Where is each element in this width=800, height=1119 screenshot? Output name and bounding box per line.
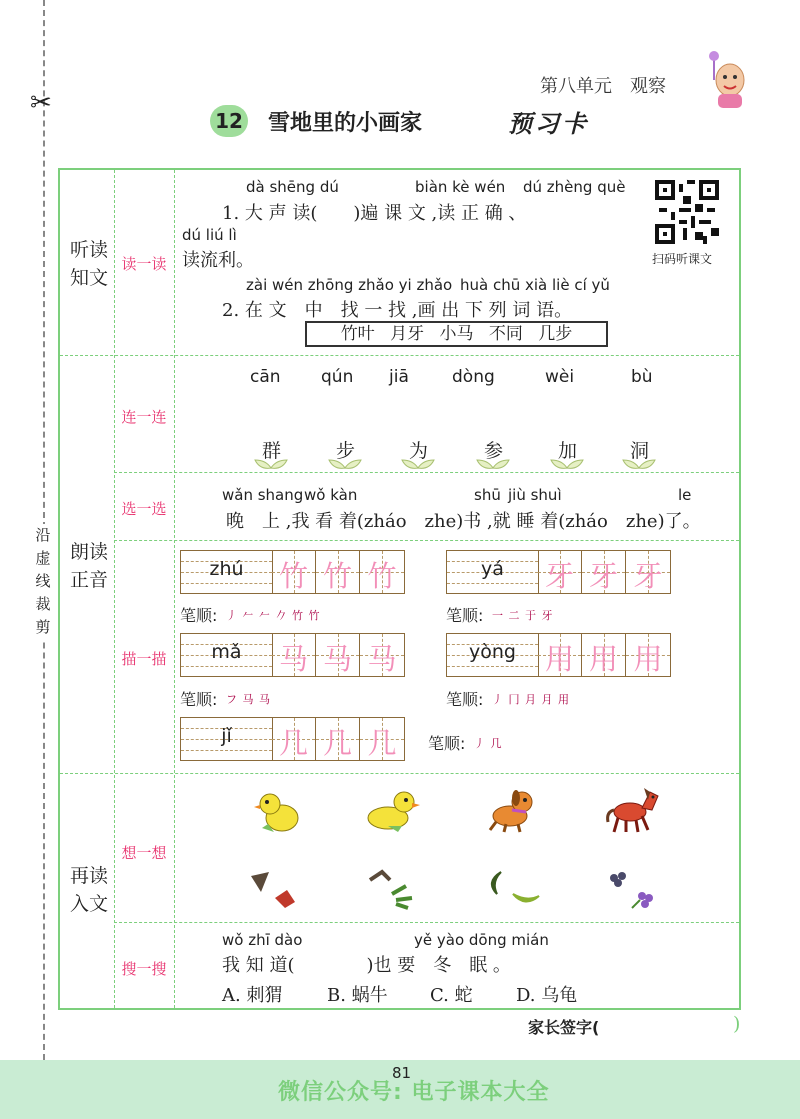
trace-cell[interactable] [582, 634, 626, 676]
trace-pinyin-cell [181, 718, 273, 760]
trace-box-ya [446, 550, 671, 594]
pinyin: yě yào dōng mián [414, 931, 549, 949]
lesson-title: 雪地里的小画家 [268, 110, 423, 136]
column-divider [174, 170, 175, 1008]
section-label-line: 入文 [69, 893, 108, 915]
stroke-label: 笔顺: [446, 690, 484, 709]
leaf-icon [401, 458, 435, 470]
sub-think: 想一想 [121, 844, 167, 862]
cut-note [30, 524, 56, 639]
qr-code-icon[interactable] [655, 180, 719, 244]
cut-note-char: 剪 [35, 618, 51, 636]
section-label-line: 再读 [69, 865, 108, 887]
trace-pinyin: mǎ [211, 641, 242, 663]
page-number: 81 [392, 1064, 412, 1082]
pinyin: wǒ kàn [304, 486, 358, 504]
word-box: 竹叶 月牙 小马 不同 几步 [305, 321, 608, 347]
question-1-text: 1. 大 声 读( )遍 课 文 ,读 正 确 、 [222, 203, 527, 224]
trace-cell[interactable] [538, 634, 582, 676]
question-1-text-cont: 读流利。 [182, 250, 254, 271]
pinyin: wǒ zhī dào [222, 931, 303, 949]
section-label-line: 正音 [69, 569, 108, 591]
trace-char: 竹 [278, 559, 308, 593]
trace-char: 牙 [544, 559, 574, 593]
card-label: 预习卡 [508, 110, 589, 138]
sub-link: 连一连 [121, 408, 167, 426]
trace-char: 用 [633, 642, 663, 676]
pinyin: le [678, 486, 692, 504]
sub-choose: 选一选 [121, 500, 167, 518]
cut-note-char: 线 [35, 572, 51, 590]
trace-cell[interactable] [316, 551, 360, 593]
duck-icon[interactable] [362, 788, 422, 836]
cut-note-char: 裁 [35, 595, 51, 613]
link-char[interactable]: 参 [484, 440, 504, 462]
trace-pinyin-cell [181, 634, 273, 676]
trace-pinyin: zhú [209, 558, 244, 580]
trace-cell[interactable] [626, 634, 670, 676]
crescent-print-icon[interactable] [362, 868, 420, 910]
qr-caption: 扫码听课文 [652, 252, 713, 266]
trace-char: 竹 [367, 559, 397, 593]
trace-cell[interactable] [582, 551, 626, 593]
trace-char: 用 [588, 642, 618, 676]
puppy-icon[interactable] [482, 786, 542, 834]
cut-note-char: 沿 [35, 526, 51, 544]
trace-char: 几 [278, 726, 308, 760]
trace-cell[interactable] [316, 634, 360, 676]
leaf-icon [550, 458, 584, 470]
pinyin: jiù shuì [508, 486, 562, 504]
link-char[interactable]: 群 [262, 440, 282, 462]
trace-char: 几 [367, 726, 397, 760]
stroke-sequence: 一 二 于 牙 [492, 609, 554, 622]
stroke-label: 笔顺: [180, 606, 218, 625]
trace-cell[interactable] [360, 551, 404, 593]
link-char[interactable]: 加 [558, 440, 578, 462]
pinyin: wǎn shang [222, 486, 304, 504]
section-label-line: 朗读 [69, 541, 108, 563]
pinyin: dú zhèng què [523, 178, 626, 196]
search-question[interactable]: 我 知 道( )也 要 冬 眠 。 [222, 955, 511, 976]
sub-trace: 描一描 [121, 650, 167, 668]
trace-box-zhu [180, 550, 405, 594]
trace-cell[interactable] [272, 718, 316, 760]
pony-icon[interactable] [604, 786, 664, 834]
trace-cell[interactable] [272, 634, 316, 676]
trace-pinyin: yòng [469, 641, 516, 663]
trace-char: 马 [278, 642, 308, 676]
link-char[interactable]: 为 [409, 440, 429, 462]
scissors-icon: ✂ [30, 88, 52, 118]
pinyin: shū [474, 486, 501, 504]
link-pinyin[interactable]: bù [631, 367, 653, 387]
trace-char: 马 [367, 642, 397, 676]
lesson-number: 12 [210, 105, 248, 137]
section-label-line: 知文 [69, 267, 108, 289]
trace-box-ma [180, 633, 405, 677]
trace-cell[interactable] [316, 718, 360, 760]
trace-pinyin-cell [447, 551, 539, 593]
leaf-icon [476, 458, 510, 470]
unit-title: 第八单元 观察 [540, 76, 666, 97]
sub-search: 搜一搜 [121, 960, 167, 978]
trace-box-yong [446, 633, 671, 677]
link-pinyin[interactable]: jiā [389, 367, 409, 387]
option-a[interactable]: A. 刺猬 [222, 985, 283, 1006]
section-label-line: 听读 [69, 239, 108, 261]
link-pinyin[interactable]: qún [321, 367, 354, 387]
stroke-label: 笔顺: [180, 690, 218, 709]
stroke-sequence: 丿 几 [474, 737, 503, 750]
trace-cell[interactable] [272, 551, 316, 593]
link-pinyin[interactable]: cān [250, 367, 281, 387]
link-char[interactable]: 步 [336, 440, 356, 462]
cut-note-char: 虚 [35, 549, 51, 567]
parent-signature-label: 家长签字( [528, 1018, 600, 1037]
stroke-sequence: 丿 冂 月 月 用 [492, 693, 570, 706]
sub-read: 读一读 [121, 255, 167, 273]
trace-char: 牙 [588, 559, 618, 593]
trace-box-ji [180, 717, 405, 761]
parent-signature-close[interactable]: ) [733, 1013, 741, 1035]
trace-char: 几 [322, 726, 352, 760]
stroke-sequence: 丿 𠂉 𠂉 𠂊 竹 竹 [226, 609, 321, 622]
chick-icon[interactable] [248, 788, 308, 836]
stroke-label: 笔顺: [428, 734, 466, 753]
row-divider [60, 355, 739, 356]
trace-char: 竹 [322, 559, 352, 593]
mascot-icon [700, 50, 750, 110]
question-2-text: 2. 在 文 中 找 一 找 ,画 出 下 列 词 语。 [222, 300, 573, 321]
wechat-watermark: 微信公众号: 电子课本大全 [278, 1080, 550, 1105]
row-divider [114, 922, 739, 923]
trace-pinyin-cell [447, 634, 539, 676]
stroke-label: 笔顺: [446, 606, 484, 625]
trace-pinyin: yá [481, 558, 504, 580]
trace-char: 马 [322, 642, 352, 676]
choose-sentence[interactable]: 晚 上 ,我 看 着(zháo zhe)书 ,就 睡 着(zháo zhe)了。 [226, 511, 701, 532]
plum-print-icon[interactable] [602, 868, 660, 910]
leaf-icon [328, 458, 362, 470]
option-b[interactable]: B. 蜗牛 [327, 985, 388, 1006]
link-pinyin[interactable]: dòng [452, 367, 495, 387]
stroke-sequence: フ 马 马 [226, 693, 271, 706]
row-divider [60, 773, 739, 774]
row-divider [114, 472, 739, 473]
link-pinyin[interactable]: wèi [545, 367, 575, 387]
pinyin: huà chū xià liè cí yǔ [460, 276, 610, 294]
trace-cell[interactable] [360, 634, 404, 676]
section-read-label [62, 538, 116, 594]
pinyin: dà shēng dú [246, 178, 339, 196]
trace-char: 牙 [633, 559, 663, 593]
moon-print-icon[interactable] [483, 868, 541, 910]
trace-pinyin: jǐ [221, 725, 232, 747]
pinyin: dú liú lì [182, 226, 237, 244]
trace-cell[interactable] [360, 718, 404, 760]
section-reread-label [62, 862, 116, 918]
pinyin: biàn kè wén [415, 178, 506, 196]
trace-cell[interactable] [538, 551, 582, 593]
section-listen-label [62, 236, 116, 292]
pinyin: zài wén zhōng zhǎo yi zhǎo [246, 276, 453, 294]
bamboo-leaf-print-icon[interactable] [245, 868, 303, 910]
option-c[interactable]: C. 蛇 [430, 985, 473, 1006]
trace-cell[interactable] [626, 551, 670, 593]
option-d[interactable]: D. 乌龟 [516, 985, 578, 1006]
trace-char: 用 [544, 642, 574, 676]
leaf-icon [254, 458, 288, 470]
link-char[interactable]: 洞 [630, 440, 650, 462]
row-divider [114, 540, 739, 541]
trace-pinyin-cell [181, 551, 273, 593]
leaf-icon [622, 458, 656, 470]
